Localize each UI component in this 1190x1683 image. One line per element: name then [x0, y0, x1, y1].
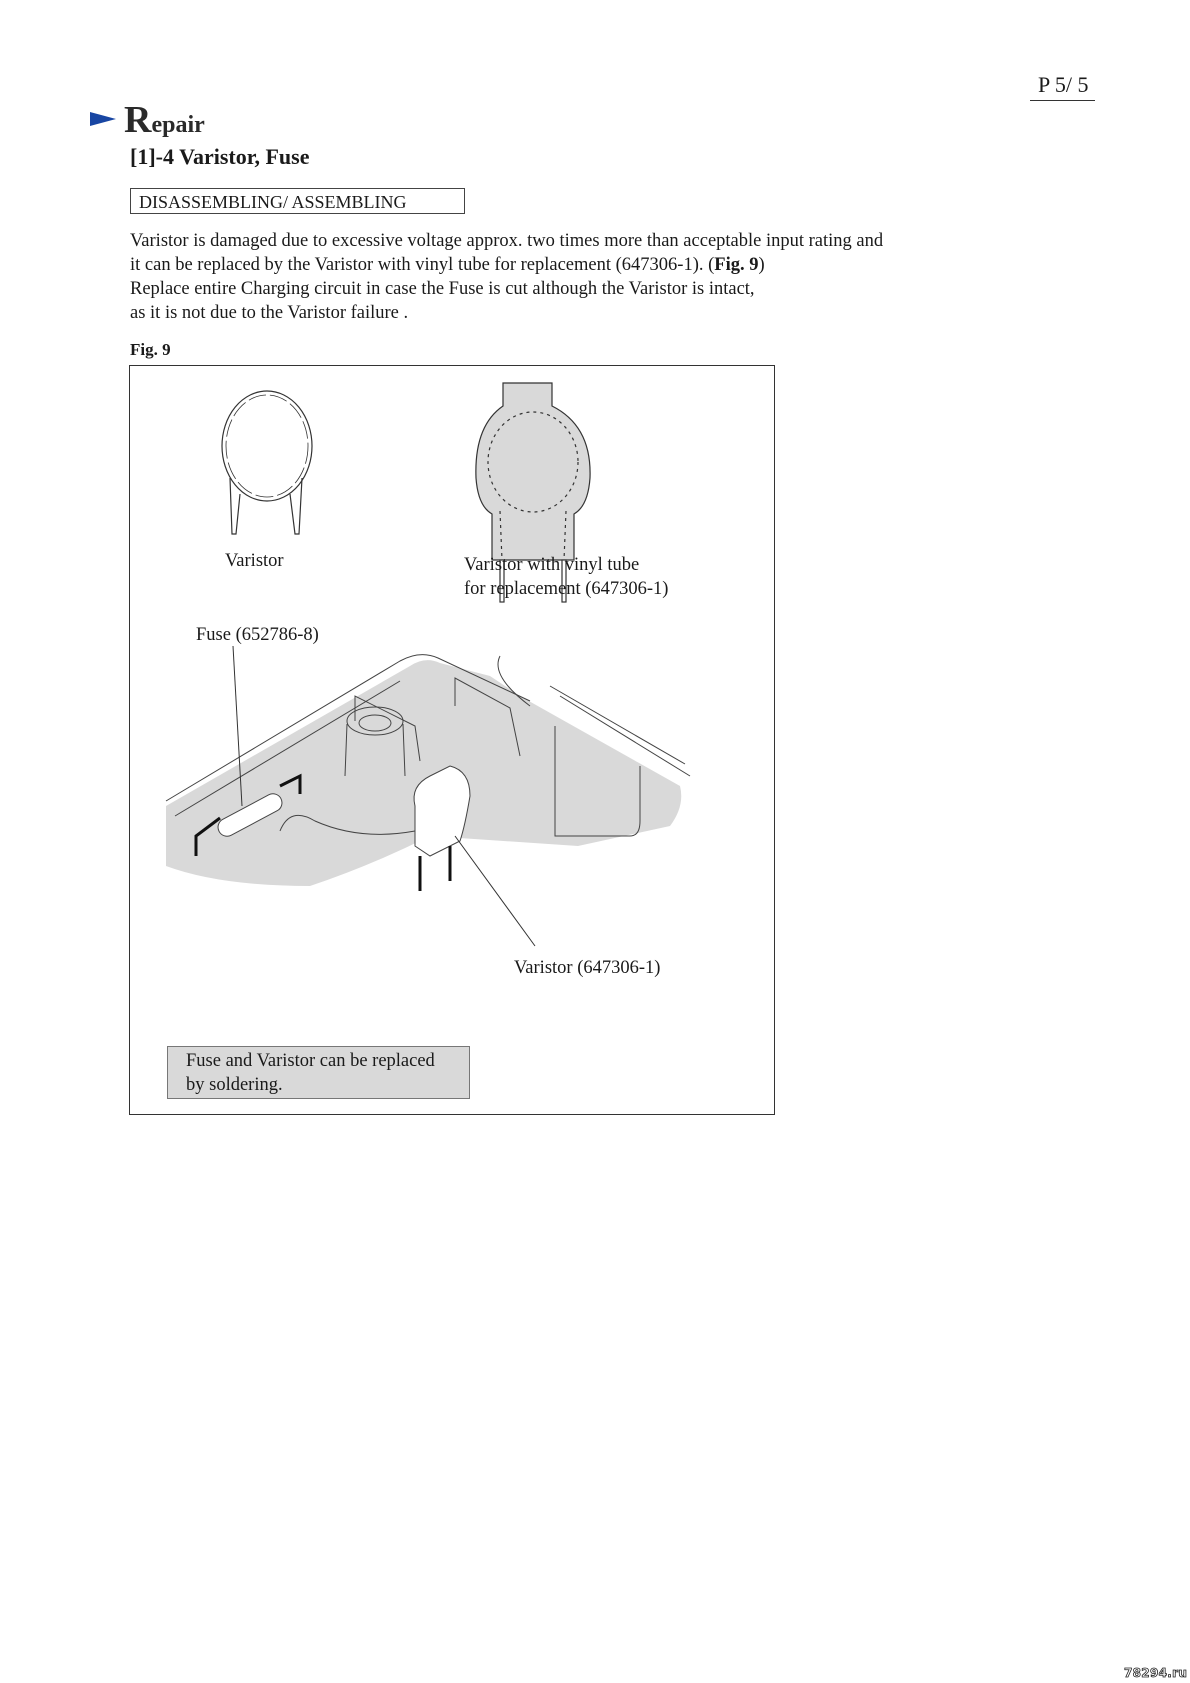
body-line: it can be replaced by the Varistor with vinyl tube for replacement (647306-1). (Fig. 9) [130, 255, 765, 275]
figure-label: Fig. 9 [130, 340, 171, 359]
page-number: P 5/ 5 [1030, 72, 1095, 101]
section-header [90, 98, 205, 142]
body-text [130, 229, 990, 325]
varistor-drawing [222, 391, 312, 534]
figure-reference: Fig. 9 [714, 255, 759, 275]
varistor-caption: Varistor [225, 551, 284, 571]
body-line: as it is not due to the Varistor failure . [130, 303, 409, 323]
body-line: Varistor is damaged due to excessive voltage approx. two times more than acceptable input rating and [130, 231, 884, 251]
watermark: 78294.ru [1124, 1666, 1188, 1680]
procedure-label: DISASSEMBLING/ ASSEMBLING [130, 188, 465, 214]
subsection-title: [1]-4 Varistor, Fuse [130, 144, 310, 169]
figure-illustration [130, 366, 776, 1116]
section-title: Repair [124, 99, 205, 141]
arrow-right-icon [90, 112, 116, 126]
vinyl-varistor-caption-2: for replacement (647306-1) [464, 579, 669, 599]
note-box: Fuse and Varistor can be replaced by soldering. [167, 1046, 470, 1099]
figure-9 [129, 365, 775, 1115]
varistor-callout: Varistor (647306-1) [514, 958, 661, 978]
body-line: Replace entire Charging circuit in case the Fuse is cut although the Varistor is intact, [130, 279, 755, 299]
vinyl-varistor-caption-1: Varistor with vinyl tube [464, 555, 640, 575]
fuse-callout: Fuse (652786-8) [196, 625, 319, 645]
assembly-drawing [166, 646, 690, 946]
